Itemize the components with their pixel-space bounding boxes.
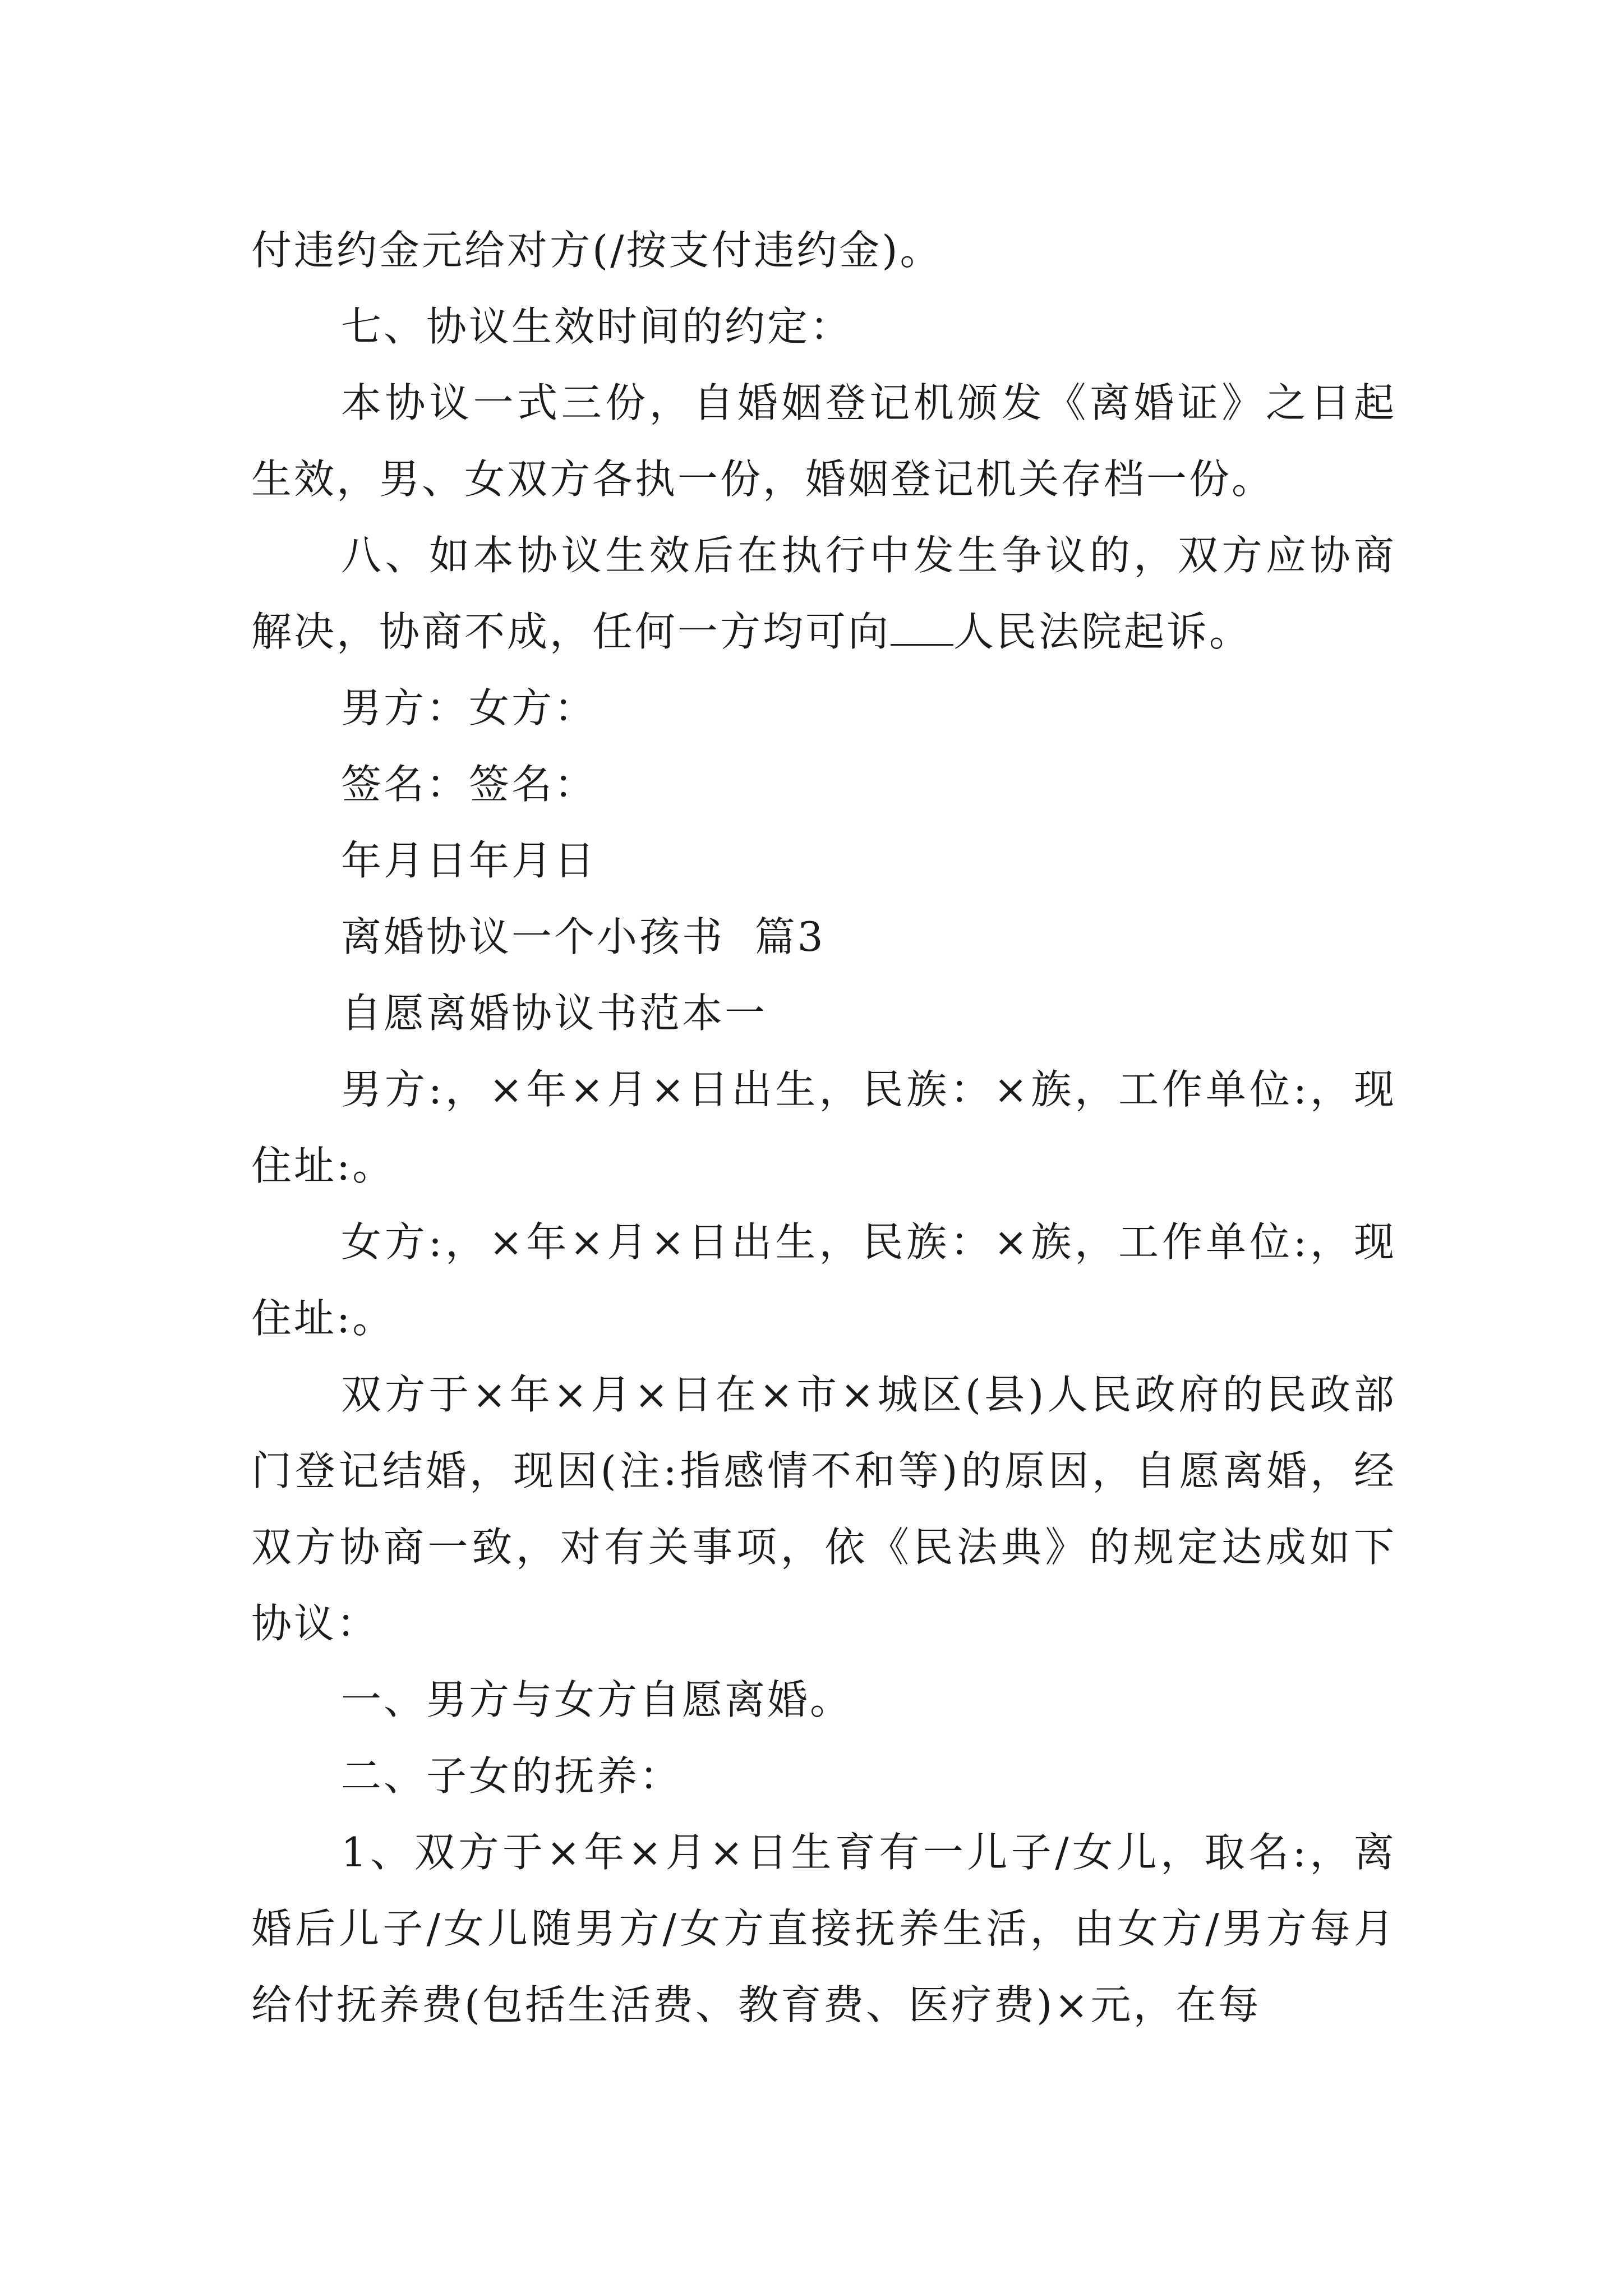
sample-title: 自愿离婚协议书范本一 — [341, 990, 768, 1037]
paragraph-section-7-heading: 七、协议生效时间的约定： — [341, 303, 853, 350]
paragraph-clause-1: 一、男方与女方自愿离婚。 — [341, 1676, 853, 1723]
dispute-text-end: 人民法院起诉。 — [953, 608, 1252, 655]
paragraph-parties: 男方：女方： — [341, 684, 597, 731]
paragraph-signatures: 签名：签名： — [341, 761, 597, 808]
paragraph-dates: 年月日年月日 — [341, 837, 597, 884]
document-body — [251, 212, 1396, 2043]
court-name-blank — [891, 605, 953, 646]
section-title-part-3: 离婚协议一个小孩书 篇3 — [341, 913, 826, 960]
paragraph-child-custody: 1、双方于×年×月×日生育有一儿子/女儿，取名:，离婚后儿子/女儿随男方/女方直接抚养生活，由女方/男方每月给付抚养费(包括生活费、教育费、医疗费)×元，在每 — [251, 1829, 1396, 2028]
paragraph-effective-date: 本协议一式三份，自婚姻登记机颁发《离婚证》之日起生效，男、女双方各执一份，婚姻登记机关存档一份。 — [251, 379, 1396, 503]
paragraph-clause-2-heading: 二、子女的抚养： — [341, 1752, 683, 1800]
paragraph-wife-info: 女方:，×年×月×日出生，民族：×族，工作单位:，现住址:。 — [251, 1218, 1396, 1342]
dispute-text: 八、如本协议生效后在执行中发生争议的，双方应协商解决，协商不成，任何一方均可向 — [251, 532, 1396, 655]
paragraph-marriage-background: 双方于×年×月×日在×市×城区(县)人民政府的民政部门登记结婚，现因(注:指感情不和等)的原因，自愿离婚，经双方协商一致，对有关事项，依《民法典》的规定达成如下协议： — [251, 1371, 1396, 1647]
paragraph-husband-info: 男方:，×年×月×日出生，民族：×族，工作单位:，现住址:。 — [251, 1066, 1396, 1189]
paragraph-section-8-dispute — [251, 517, 1396, 670]
paragraph-penalty-continuation: 付违约金元给对方(/按支付违约金)。 — [251, 227, 943, 274]
